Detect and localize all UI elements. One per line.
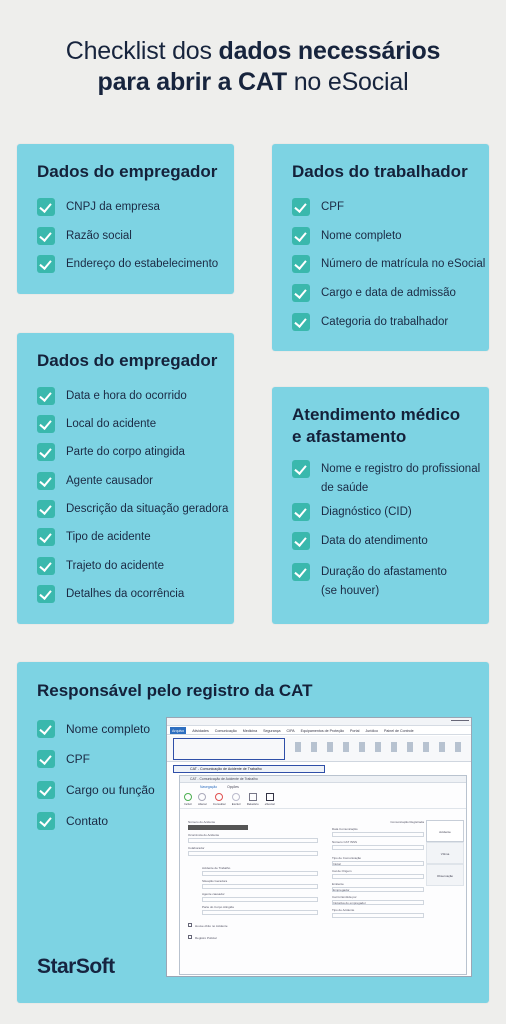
checkbox-icon bbox=[188, 935, 192, 939]
tab-opcoes[interactable]: Opções bbox=[227, 785, 239, 789]
report-icon bbox=[249, 793, 257, 801]
list-item bbox=[37, 750, 90, 769]
select-value: Inicial bbox=[333, 862, 341, 866]
starsoft-logo: StarSoft bbox=[37, 955, 115, 978]
card-title bbox=[292, 404, 460, 448]
field-label: Acidente de Trabalho bbox=[202, 866, 231, 870]
list-item bbox=[37, 198, 160, 217]
check-icon bbox=[292, 284, 310, 302]
field-label: Número CAT INSS bbox=[332, 840, 358, 844]
field-label: Cat foi Emitida por bbox=[332, 895, 357, 899]
field-input[interactable] bbox=[202, 884, 318, 889]
check-icon bbox=[37, 720, 55, 738]
toolbar-button-esocial[interactable] bbox=[265, 793, 275, 806]
item-label: Nome completo bbox=[321, 230, 402, 242]
list-item bbox=[37, 387, 187, 406]
delete-icon bbox=[232, 793, 240, 801]
list-item bbox=[37, 255, 218, 274]
software-screenshot bbox=[166, 717, 472, 977]
toolbar-button-alterar[interactable] bbox=[198, 793, 207, 806]
card-title-line: Atendimento médico bbox=[292, 405, 461, 424]
check-icon bbox=[37, 198, 55, 216]
item-label: Data e hora do ocorrido bbox=[66, 390, 187, 402]
field-input[interactable] bbox=[188, 851, 318, 856]
item-label: CPF bbox=[321, 201, 344, 213]
check-icon bbox=[37, 255, 55, 273]
check-icon bbox=[292, 460, 310, 478]
list-item bbox=[292, 503, 412, 522]
ribbon-icons bbox=[295, 742, 465, 752]
field-label: Situação Geradora bbox=[202, 879, 228, 883]
side-tabs bbox=[426, 820, 464, 886]
check-icon bbox=[37, 472, 55, 490]
field-input[interactable] bbox=[332, 832, 424, 837]
headline-line-2 bbox=[0, 67, 506, 98]
check-icon bbox=[37, 585, 55, 603]
field-select[interactable] bbox=[332, 887, 424, 892]
button-label: eSocial bbox=[264, 802, 275, 806]
check-icon bbox=[292, 313, 310, 331]
checkbox-label: Houve óbito no Acidente bbox=[195, 924, 228, 928]
card-title: Dados do empregador bbox=[37, 351, 218, 370]
item-label: Cargo e data de admissão bbox=[321, 287, 456, 299]
select-value: Iniciativa do empregador bbox=[333, 901, 366, 905]
accident-data-card bbox=[17, 333, 234, 624]
list-item bbox=[37, 557, 164, 576]
button-label: Consultar bbox=[212, 802, 226, 806]
tab-navegacao[interactable]: Navegação bbox=[200, 785, 218, 789]
item-label: Detalhes da ocorrência bbox=[66, 588, 185, 600]
menu-item[interactable]: Atividades bbox=[192, 729, 209, 733]
item-label: Tipo de acidente bbox=[66, 531, 151, 543]
item-line: Duração do afastamento bbox=[321, 566, 447, 578]
field-select[interactable] bbox=[332, 900, 424, 905]
check-icon bbox=[292, 532, 310, 550]
check-icon bbox=[292, 198, 310, 216]
check-icon bbox=[37, 750, 55, 768]
checkbox-row[interactable] bbox=[188, 923, 318, 928]
field-input[interactable] bbox=[188, 838, 318, 843]
field-input[interactable] bbox=[202, 910, 318, 915]
list-item bbox=[292, 460, 480, 498]
item-label: Cargo ou função bbox=[66, 783, 155, 797]
field-label: Ocorrência do Acidente bbox=[188, 833, 220, 837]
form-window bbox=[179, 775, 467, 975]
card-title: Responsável pelo registro da CAT bbox=[37, 681, 313, 700]
list-item bbox=[37, 812, 108, 831]
item-label: Agente causador bbox=[66, 475, 153, 487]
item-label: Número de matrícula no eSocial bbox=[321, 258, 486, 270]
headline-line-1 bbox=[0, 36, 506, 67]
ribbon bbox=[167, 736, 472, 762]
item-label: Parte do corpo atingida bbox=[66, 446, 185, 458]
menu-bar bbox=[167, 727, 472, 735]
field-label: Comunicação Registrada bbox=[390, 820, 424, 824]
field-label: Tipo de Comunicação bbox=[332, 856, 362, 860]
headline-text: Checklist dos bbox=[65, 37, 219, 65]
edit-icon bbox=[198, 793, 206, 801]
menu-item[interactable]: Painel de Controle bbox=[384, 729, 414, 733]
list-item bbox=[292, 227, 402, 246]
menu-item[interactable]: Jurídico bbox=[365, 729, 379, 733]
check-icon bbox=[37, 781, 55, 799]
menu-item[interactable]: Medicina bbox=[242, 729, 258, 733]
form-header bbox=[180, 776, 466, 783]
window-controls-icon bbox=[451, 720, 469, 723]
item-line: de saúde bbox=[321, 482, 369, 494]
window-titlebar bbox=[167, 718, 472, 726]
check-icon bbox=[37, 443, 55, 461]
window-tab-bar bbox=[173, 765, 325, 773]
list-item bbox=[37, 472, 153, 491]
side-tab-observacao[interactable]: Observação bbox=[426, 864, 464, 886]
menu-item-arquivo[interactable]: Arquivo bbox=[172, 729, 185, 733]
menu-item[interactable]: Equipamentos de Proteção bbox=[300, 729, 345, 733]
field-input[interactable] bbox=[202, 897, 318, 902]
checkbox-icon bbox=[188, 923, 192, 927]
field-input[interactable] bbox=[332, 845, 424, 850]
field-select[interactable] bbox=[332, 913, 424, 918]
field-select[interactable] bbox=[332, 861, 424, 866]
search-icon bbox=[215, 793, 223, 801]
list-item bbox=[37, 443, 185, 462]
select-value: Empregador bbox=[333, 888, 350, 892]
side-tab-vitima[interactable]: Vítima bbox=[426, 842, 464, 864]
list-item bbox=[37, 528, 151, 547]
item-label: Endereço do estabelecimento bbox=[66, 258, 219, 270]
window-tab-title[interactable]: CAT - Comunicação de Acidente de Trabalho bbox=[190, 767, 262, 771]
item-label: Nome completo bbox=[66, 722, 151, 736]
worker-data-card bbox=[272, 144, 489, 351]
checkbox-row[interactable] bbox=[188, 935, 318, 940]
check-icon bbox=[292, 255, 310, 273]
menu-item[interactable]: Segurança bbox=[263, 729, 281, 733]
field-label: Agente causador bbox=[202, 892, 225, 896]
item-label bbox=[321, 563, 447, 601]
button-label: Incluir bbox=[184, 802, 193, 806]
field-input[interactable] bbox=[188, 825, 248, 830]
headline bbox=[0, 36, 506, 98]
ribbon-highlight bbox=[173, 738, 285, 760]
item-label: Descrição da situação geradora bbox=[66, 503, 229, 515]
item-label: CPF bbox=[66, 752, 90, 766]
item-label: Categoria do trabalhador bbox=[321, 316, 449, 328]
item-label: Contato bbox=[66, 814, 109, 828]
headline-bold: para abrir a CAT bbox=[97, 68, 287, 96]
list-item bbox=[292, 255, 485, 274]
item-line: Nome e registro do profissional bbox=[321, 463, 481, 475]
item-label: CNPJ da empresa bbox=[66, 201, 160, 213]
employer-data-card bbox=[17, 144, 234, 294]
form-right-column bbox=[332, 820, 424, 921]
check-icon bbox=[37, 557, 55, 575]
field-label: Cat de Origem bbox=[332, 869, 352, 873]
list-item bbox=[37, 500, 228, 519]
check-icon bbox=[37, 387, 55, 405]
check-icon bbox=[37, 812, 55, 830]
headline-text: no eSocial bbox=[286, 68, 409, 96]
button-label: Relatório bbox=[246, 802, 259, 806]
list-item bbox=[37, 585, 184, 604]
item-line: (se houver) bbox=[321, 585, 380, 597]
toolbar-button-incluir[interactable] bbox=[184, 793, 192, 806]
field-input[interactable] bbox=[202, 871, 318, 876]
check-icon bbox=[292, 503, 310, 521]
toolbar-button-relatorio[interactable] bbox=[247, 793, 259, 806]
button-label: Excluir bbox=[231, 802, 241, 806]
menu-item[interactable]: Portal bbox=[350, 729, 360, 733]
side-tab-acidente[interactable]: Acidente bbox=[426, 820, 464, 842]
toolbar-button-excluir[interactable] bbox=[232, 793, 241, 806]
item-label bbox=[321, 460, 480, 498]
list-item bbox=[292, 313, 448, 332]
esocial-icon bbox=[266, 793, 274, 801]
field-label: Colaborador bbox=[188, 846, 205, 850]
check-icon bbox=[292, 227, 310, 245]
menu-item[interactable]: Comunicação bbox=[214, 729, 237, 733]
item-label: Data do atendimento bbox=[321, 535, 428, 547]
checkbox-label: Registro Policial bbox=[195, 936, 217, 940]
list-item bbox=[292, 284, 456, 303]
check-icon bbox=[37, 415, 55, 433]
list-item bbox=[292, 563, 447, 601]
item-label: Local do acidente bbox=[66, 418, 157, 430]
field-input[interactable] bbox=[332, 874, 424, 879]
list-item bbox=[37, 227, 132, 246]
item-label: Diagnóstico (CID) bbox=[321, 506, 412, 518]
card-title: Dados do trabalhador bbox=[292, 162, 468, 181]
field-label: Parte do Corpo Atingida bbox=[202, 905, 234, 909]
list-item bbox=[37, 415, 156, 434]
field-label: Data Comunicação bbox=[332, 827, 358, 831]
check-icon bbox=[37, 528, 55, 546]
button-label: Alterar bbox=[198, 802, 207, 806]
list-item bbox=[37, 781, 155, 800]
medical-card bbox=[272, 387, 489, 624]
check-icon bbox=[292, 563, 310, 581]
check-icon bbox=[37, 500, 55, 518]
card-title: Dados do empregador bbox=[37, 162, 218, 181]
list-item bbox=[292, 198, 344, 217]
card-title-line: e afastamento bbox=[292, 427, 407, 446]
form-tabs bbox=[180, 783, 466, 791]
check-icon bbox=[37, 227, 55, 245]
toolbar-button-consultar[interactable] bbox=[213, 793, 226, 806]
list-item bbox=[292, 532, 428, 551]
list-item bbox=[37, 720, 150, 739]
headline-bold: dados necessários bbox=[218, 37, 441, 65]
item-label: Razão social bbox=[66, 230, 132, 242]
field-label: Número do Acidente bbox=[188, 820, 216, 824]
item-label: Trajeto do acidente bbox=[66, 560, 165, 572]
field-label: Emitente bbox=[332, 882, 344, 886]
add-icon bbox=[184, 793, 192, 801]
form-left-column bbox=[188, 820, 318, 947]
form-title: CAT - Comunicação de Acidente de Trabalho bbox=[190, 777, 258, 781]
form-toolbar bbox=[180, 791, 466, 809]
menu-item[interactable]: CIPA bbox=[286, 729, 295, 733]
field-label: Tipo de Acidente bbox=[332, 908, 355, 912]
